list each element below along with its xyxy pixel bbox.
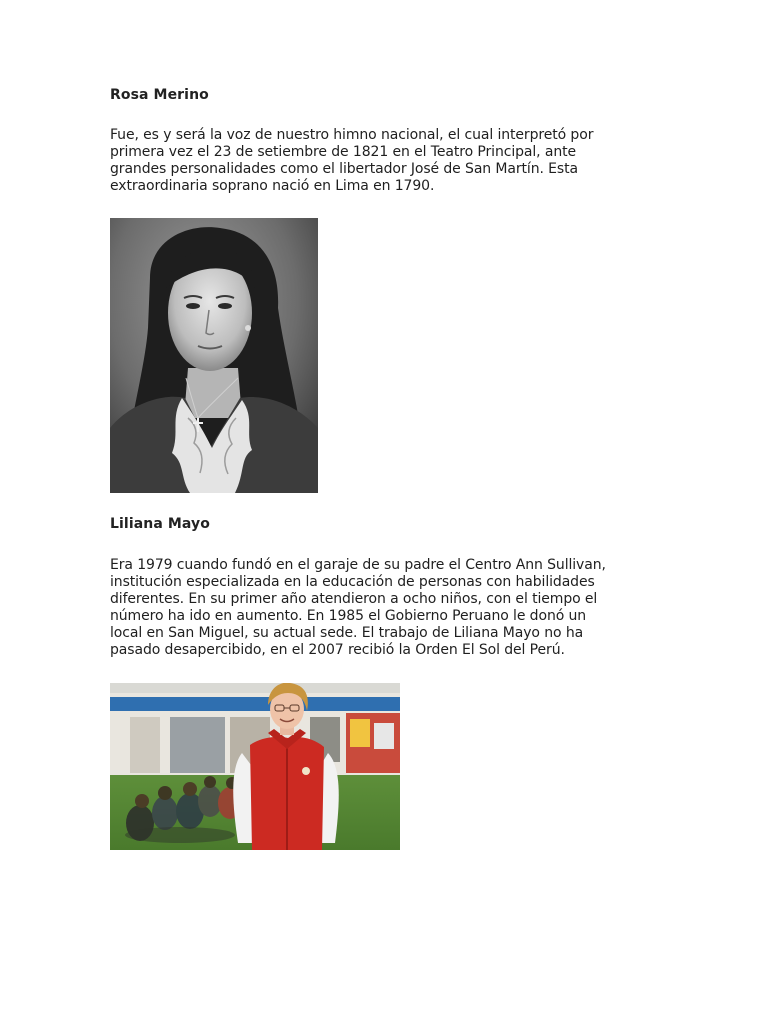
paragraph-line: institución especializada en la educación de personas con habilidades <box>110 574 595 590</box>
paragraph-line: número ha ido en aumento. En 1985 el Gobierno Peruano le donó un <box>110 608 587 624</box>
portrait-illustration <box>110 218 318 493</box>
paragraph-line: pasado desapercibido, en el 2007 recibió la Orden El Sol del Perú. <box>110 642 565 658</box>
section-paragraph-liliana-mayo <box>110 557 670 659</box>
section-paragraph-rosa-merino <box>110 127 670 195</box>
portrait-photo-rosa-merino <box>110 218 318 493</box>
paragraph-line: Era 1979 cuando fundó en el garaje de su padre el Centro Ann Sullivan, <box>110 557 606 573</box>
section-heading-rosa-merino: Rosa Merino <box>110 87 209 103</box>
photo-illustration <box>110 683 400 850</box>
paragraph-line: Fue, es y será la voz de nuestro himno nacional, el cual interpretó por <box>110 127 594 143</box>
paragraph-line: extraordinaria soprano nació en Lima en 1790. <box>110 178 435 194</box>
photo-liliana-mayo <box>110 683 400 850</box>
paragraph-line: grandes personalidades como el libertador José de San Martín. Esta <box>110 161 578 177</box>
paragraph-line: local en San Miguel, su actual sede. El trabajo de Liliana Mayo no ha <box>110 625 584 641</box>
paragraph-line: primera vez el 23 de setiembre de 1821 en el Teatro Principal, ante <box>110 144 577 160</box>
section-heading-liliana-mayo: Liliana Mayo <box>110 516 210 532</box>
paragraph-line: diferentes. En su primer año atendieron a ocho niños, con el tiempo el <box>110 591 598 607</box>
